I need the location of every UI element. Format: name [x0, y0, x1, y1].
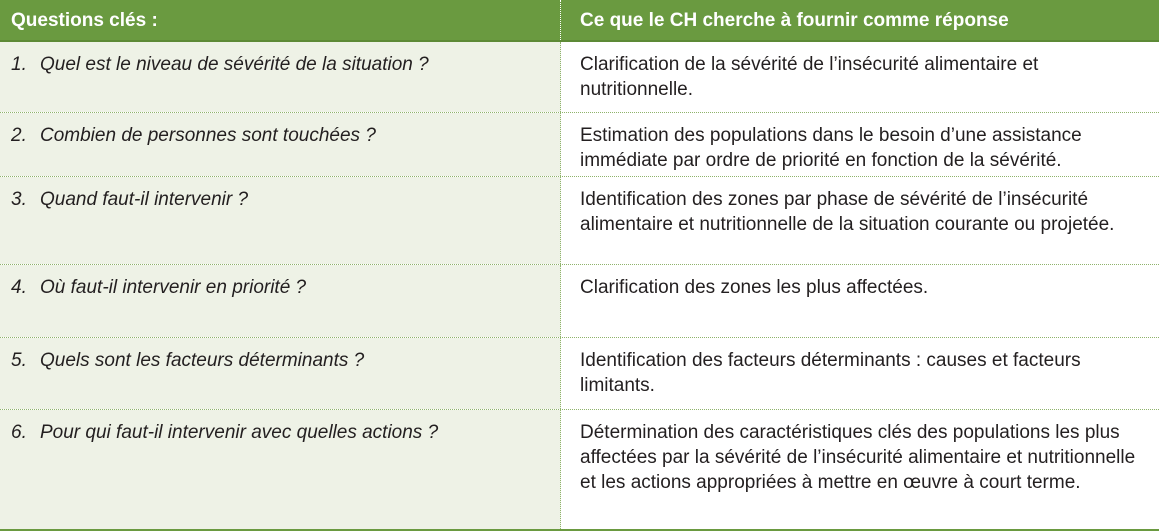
- table-row: [0, 410, 1159, 531]
- table-row: [0, 42, 1159, 113]
- question-text: Combien de personnes sont touchées ?: [40, 125, 376, 146]
- answer-cell: Identification des zones par phase de sévérité de l’insécurité alimentaire et nutritionnelle de la situation courante ou projetée.: [580, 189, 1115, 235]
- answer-cell: Identification des facteurs déterminants : causes et facteurs limitants.: [580, 350, 1081, 396]
- answer-cell: Clarification de la sévérité de l’insécurité alimentaire et nutritionnelle.: [580, 54, 1039, 100]
- question-number: 6.: [11, 422, 27, 443]
- answer-cell: Clarification des zones les plus affectées.: [580, 277, 929, 298]
- question-cell: [0, 113, 561, 176]
- question-number: 5.: [11, 350, 27, 371]
- question-text: Quand faut-il intervenir ?: [40, 189, 249, 210]
- question-cell: [0, 410, 561, 529]
- question-cell: [0, 338, 561, 409]
- question-cell: [0, 177, 561, 264]
- question-number: 2.: [11, 125, 27, 146]
- answer-cell: Estimation des populations dans le besoin d’une assistance immédiate par ordre de priorité en fonction de la sévérité.: [580, 125, 1082, 171]
- question-cell: [0, 265, 561, 337]
- table-row: [0, 338, 1159, 410]
- question-text: Où faut-il intervenir en priorité ?: [40, 277, 307, 298]
- question-number: 3.: [11, 189, 27, 210]
- question-text: Quels sont les facteurs déterminants ?: [40, 350, 365, 371]
- header-answers: Ce que le CH cherche à fournir comme réponse: [580, 10, 1009, 31]
- table-row: [0, 177, 1159, 265]
- question-cell: [0, 42, 561, 112]
- answer-cell: Détermination des caractéristiques clés des populations les plus affectées par la sévérité de l’insécurité alimentaire et nutritionnelle et les actions appropriées à mettre en œuvre à court terme.: [580, 422, 1136, 493]
- question-number: 4.: [11, 277, 27, 298]
- question-number: 1.: [11, 54, 27, 75]
- question-text: Quel est le niveau de sévérité de la situation ?: [40, 54, 429, 75]
- table-header: [0, 0, 1159, 42]
- table-row: [0, 265, 1159, 338]
- header-questions: Questions clés :: [0, 0, 561, 40]
- table-row: [0, 113, 1159, 177]
- question-text: Pour qui faut-il intervenir avec quelles actions ?: [40, 422, 439, 443]
